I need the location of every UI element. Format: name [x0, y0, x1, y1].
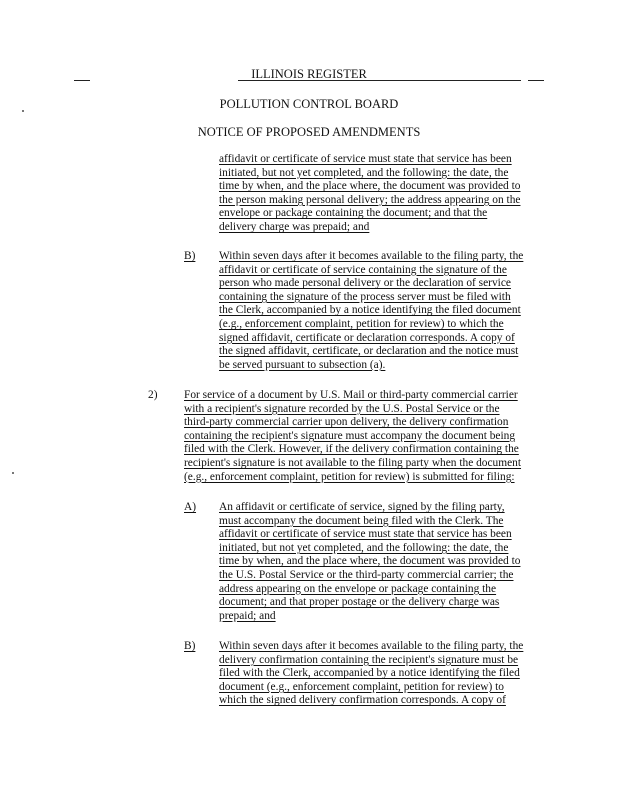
text-line: delivery confirmation containing the recipient's signature must be [219, 653, 519, 666]
text-line: filed with the Clerk. However, if the delivery confirmation containing the [184, 443, 519, 456]
item-2-marker: 2) [148, 389, 158, 401]
text-line: An affidavit or certificate of service, signed by the filing party, [219, 501, 505, 513]
text-line: must accompany the document being filed with the Clerk. The [219, 514, 504, 527]
continuation-paragraph [219, 153, 520, 235]
text-line: which the signed delivery confirmation corresponds. A copy of [219, 694, 506, 707]
text-line: (e.g., enforcement complaint, petition for review) to which the [219, 317, 504, 330]
text-line: (e.g., enforcement complaint, petition for review) is submitted for filing: [184, 470, 515, 483]
text-line: person who made personal delivery or the declaration of service [219, 277, 511, 290]
item-2b-paragraph [219, 640, 523, 708]
text-line: initiated, but not yet completed, and the following: the date, the [219, 541, 509, 554]
text-line: time by when, and the place where, the document was provided to [219, 555, 521, 568]
item-1b-marker: B) [184, 250, 196, 262]
text-line: affidavit or certificate of service containing the signature of the [219, 263, 507, 276]
item-2-paragraph [184, 389, 521, 484]
text-line: affidavit or certificate of service must state that service has been [219, 528, 512, 541]
text-line: the Clerk, accompanied by a notice identifying the filed document [219, 304, 521, 317]
item-2b-marker: B) [184, 640, 196, 652]
text-line: third-party commercial carrier upon delivery, the delivery confirmation [184, 416, 509, 429]
text-line: the person making personal delivery; the address appearing on the [219, 193, 521, 206]
text-line: document; and that proper postage or the delivery charge was [219, 596, 500, 609]
text-line: delivery charge was prepaid; and [219, 220, 370, 233]
text-line: envelope or package containing the document; and that the [219, 207, 488, 220]
text-line: be served pursuant to subsection (a). [219, 358, 386, 371]
text-line: initiated, but not yet completed, and the following: the date, the [219, 166, 509, 179]
text-line: containing the recipient's signature must accompany the document being [184, 429, 516, 442]
text-line: Within seven days after it becomes available to the filing party, the [219, 640, 524, 652]
text-line: recipient's signature is not available to the filing party when the document [184, 456, 522, 469]
text-line: time by when, and the place where, the document was provided to [219, 180, 521, 193]
text-line: the U.S. Postal Service or the third-party commercial carrier; the [219, 568, 514, 581]
text-line: For service of a document by U.S. Mail or third-party commercial carrier [184, 389, 518, 401]
text-line: with a recipient's signature recorded by the U.S. Postal Service or the [184, 402, 500, 415]
text-line: signed affidavit, certificate or declaration corresponds. A copy of [219, 331, 515, 344]
text-line: filed with the Clerk, accompanied by a notice identifying the filed [219, 667, 520, 680]
text-line: address appearing on the envelope or package containing the [219, 582, 497, 595]
item-2a-paragraph [219, 501, 520, 623]
scan-speck [12, 472, 14, 474]
board-title: POLLUTION CONTROL BOARD [219, 97, 399, 111]
item-2a-marker: A) [184, 501, 197, 513]
item-1b-paragraph [219, 250, 523, 372]
text-line: prepaid; and [219, 609, 276, 622]
text-line: document (e.g., enforcement complaint, petition for review) to [219, 680, 504, 693]
text-line: containing the signature of the process server must be filed with [219, 290, 511, 303]
notice-title: NOTICE OF PROPOSED AMENDMENTS [197, 125, 421, 139]
scan-speck [22, 110, 24, 112]
text-line: Within seven days after it becomes available to the filing party, the [219, 250, 524, 262]
text-line: affidavit or certificate of service must state that service has been [219, 153, 512, 165]
text-line: the signed affidavit, certificate, or declaration and the notice must [219, 345, 519, 358]
register-title: ILLINOIS REGISTER [251, 67, 367, 81]
